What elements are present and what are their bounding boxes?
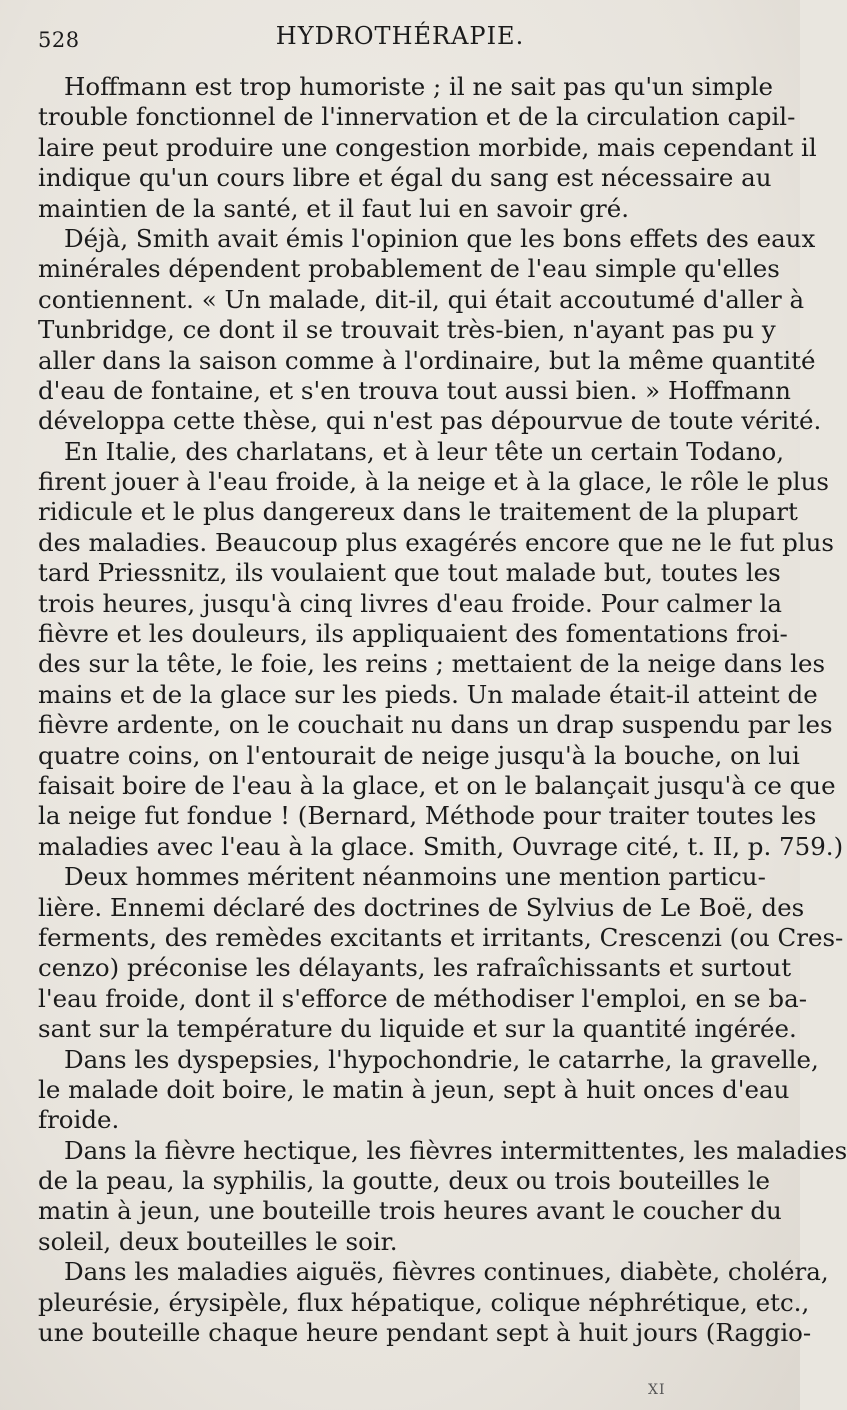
text-line: quatre coins, on l'entourait de neige jusqu'à la bouche, on lui: [38, 740, 800, 770]
running-title: HYDROTHÉRAPIE.: [275, 22, 525, 50]
text-line: soleil, deux bouteilles le soir.: [38, 1226, 398, 1256]
text-line: fièvre et les douleurs, ils appliquaient des fomentations froi-: [38, 619, 788, 649]
text-line: Hoffmann est trop humoriste ; il ne sait pas qu'un simple: [64, 72, 774, 101]
text-line: d'eau de fontaine, et s'en trouva tout aussi bien. » Hoffmann: [38, 375, 791, 405]
text-line: tard Priessnitz, ils voulaient que tout malade but, toutes les: [38, 558, 781, 588]
text-line: mains et de la glace sur les pieds. Un malade était-il atteint de: [38, 679, 818, 709]
text-line: développa cette thèse, qui n'est pas dépourvue de toute vérité.: [38, 406, 822, 436]
text-line: indique qu'un cours libre et égal du sang est nécessaire au: [38, 163, 772, 193]
text-line: trouble fonctionnel de l'innervation et de la circulation capil-: [38, 102, 796, 132]
text-line: contiennent. « Un malade, dit-il, qui était accoutumé d'aller à: [38, 284, 805, 314]
paragraph: [38, 436, 844, 862]
text-line: fièvre ardente, on le couchait nu dans un drap suspendu par les: [38, 710, 833, 740]
text-line: le malade doit boire, le matin à jeun, sept à huit onces d'eau: [38, 1074, 790, 1104]
text-line: maladies avec l'eau à la glace. Smith, Ouvrage cité, t. II, p. 759.): [38, 831, 844, 861]
page-number: 528: [38, 28, 80, 52]
paragraph: [38, 1135, 847, 1258]
text-line: pleurésie, érysipèle, flux hépatique, colique néphrétique, etc.,: [38, 1287, 810, 1317]
text-line: ridicule et le plus dangereux dans le traitement de la plupart: [38, 497, 798, 527]
text-line: Tunbridge, ce dont il se trouvait très-bien, n'ayant pas pu y: [38, 315, 776, 345]
text-line: de la peau, la syphilis, la goutte, deux ou trois bouteilles le: [38, 1166, 770, 1196]
text-line: trois heures, jusqu'à cinq livres d'eau froide. Pour calmer la: [38, 588, 782, 618]
paragraph: [38, 223, 822, 437]
text-line: laire peut produire une congestion morbide, mais cependant il: [38, 132, 817, 162]
text-line: Deux hommes méritent néanmoins une mention particu-: [64, 862, 766, 892]
text-line: cenzo) préconise les délayants, les rafraîchissants et surtout: [38, 953, 792, 983]
text-line: En Italie, des charlatans, et à leur tête un certain Todano,: [64, 436, 785, 466]
text-line: Dans les maladies aiguës, fièvres continues, diabète, choléra,: [64, 1257, 829, 1287]
text-line: sant sur la température du liquide et sur la quantité ingérée.: [38, 1014, 797, 1044]
text-line: maintien de la santé, et il faut lui en savoir gré.: [38, 193, 630, 223]
text-line: matin à jeun, une bouteille trois heures avant le coucher du: [38, 1196, 782, 1226]
text-line: aller dans la saison comme à l'ordinaire, but la même quantité: [38, 345, 816, 375]
text-line: firent jouer à l'eau froide, à la neige et à la glace, le rôle le plus: [38, 467, 829, 497]
paragraph: [38, 862, 844, 1044]
body-text: [38, 72, 847, 1348]
text-line: minérales dépendent probablement de l'eau simple qu'elles: [38, 254, 780, 284]
paragraph: [38, 1044, 819, 1136]
text-line: Déjà, Smith avait émis l'opinion que les bons effets des eaux: [64, 223, 816, 253]
text-line: une bouteille chaque heure pendant sept à huit jours (Raggio-: [38, 1318, 812, 1348]
paragraph: [38, 1257, 829, 1348]
text-line: froide.: [38, 1105, 120, 1135]
text-line: Dans les dyspepsies, l'hypochondrie, le catarrhe, la gravelle,: [64, 1044, 819, 1074]
text-line: des sur la tête, le foie, les reins ; mettaient de la neige dans les: [38, 649, 826, 679]
text-line: des maladies. Beaucoup plus exagérés encore que ne le fut plus: [38, 527, 834, 557]
text-line: faisait boire de l'eau à la glace, et on le balançait jusqu'à ce que: [38, 770, 836, 800]
text-line: ferments, des remèdes excitants et irritants, Crescenzi (ou Cres-: [38, 922, 844, 952]
paragraph: [38, 72, 817, 224]
page-header: [38, 22, 762, 62]
text-line: l'eau froide, dont il s'efforce de méthodiser l'emploi, en se ba-: [38, 983, 807, 1013]
signature-mark: XI: [648, 1382, 666, 1398]
text-line: Dans la fièvre hectique, les fièvres intermittentes, les maladies: [64, 1135, 847, 1165]
text-line: lière. Ennemi déclaré des doctrines de Sylvius de Le Boë, des: [38, 892, 805, 922]
text-line: la neige fut fondue ! (Bernard, Méthode pour traiter toutes les: [38, 801, 817, 831]
